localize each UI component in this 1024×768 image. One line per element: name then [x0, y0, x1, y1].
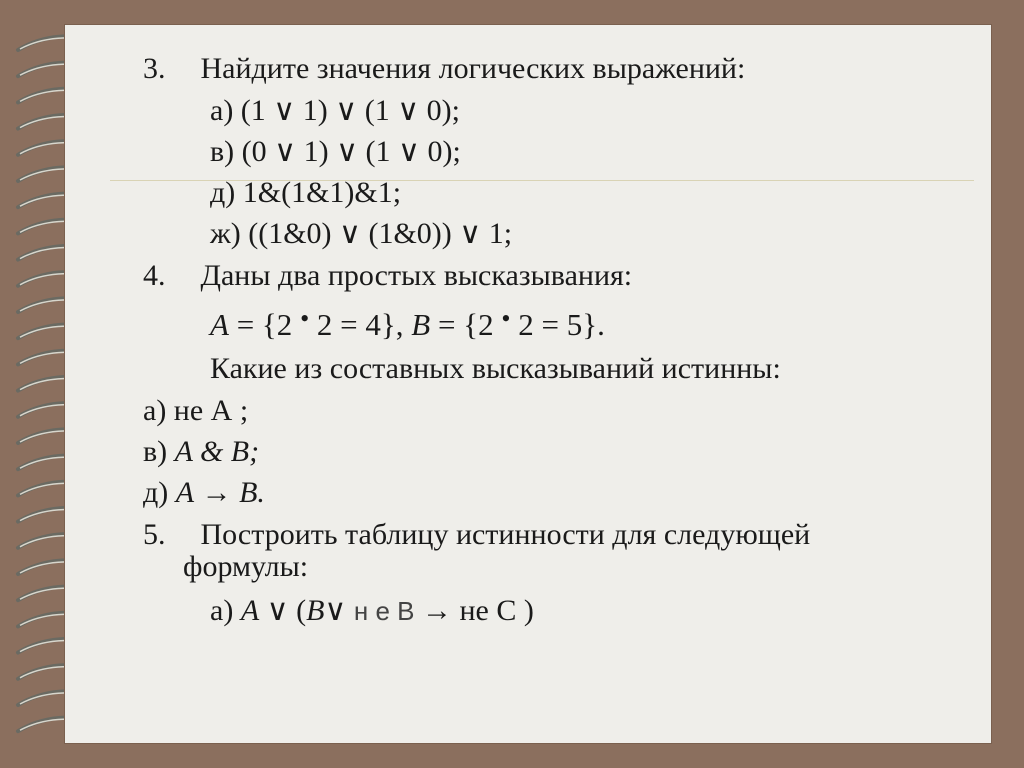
formula-or-2: ∨ — [324, 594, 354, 627]
item-3-number: 3. — [143, 52, 166, 85]
item-4-statements — [210, 304, 605, 344]
formula-arrow: → — [414, 594, 460, 627]
implies-arrow: → — [194, 476, 240, 509]
item-4-question: Какие из составных высказываний истинны: — [210, 352, 781, 385]
var-b: B — [411, 307, 431, 342]
formula-rest: не С ) — [459, 594, 534, 627]
item-5-number: 5. — [143, 518, 166, 551]
option-d-var-b: B. — [239, 476, 265, 509]
item-4-option-a: а) не А ; — [143, 394, 249, 427]
item-3-heading — [143, 52, 745, 86]
item-3-v: в) (0 ∨ 1) ∨ (1 ∨ 0); — [210, 135, 461, 168]
item-4-heading — [143, 259, 632, 293]
item-4-option-v — [143, 435, 259, 469]
item-3-zh: ж) ((1&0) ∨ (1&0)) ∨ 1; — [210, 217, 513, 250]
formula-var-a: A — [240, 594, 260, 627]
item-5-heading — [143, 518, 810, 552]
option-v-prefix: в) — [143, 435, 175, 468]
formula-var-b: B — [306, 594, 325, 627]
stmt-a-part1: = {2 — [228, 307, 301, 342]
item-4-option-d — [143, 476, 265, 510]
item-3-d: д) 1&(1&1)&1; — [210, 176, 402, 209]
item-5-title-line2: формулы: — [183, 550, 309, 583]
stmt-b-part1: = {2 — [430, 307, 502, 342]
option-d-var-a: A — [175, 476, 195, 509]
formula-prefix: а) — [210, 594, 241, 627]
item-3-a: а) (1 ∨ 1) ∨ (1 ∨ 0); — [210, 94, 460, 127]
stmt-b-part2: 2 = 5}. — [510, 307, 605, 342]
formula-or: ∨ ( — [259, 594, 307, 627]
item-4-number: 4. — [143, 259, 166, 292]
option-d-prefix: д) — [143, 476, 176, 509]
stmt-a-part2: 2 = 4}, — [309, 307, 412, 342]
multiply-dot-b: • — [501, 304, 511, 333]
item-5-formula — [210, 594, 534, 628]
multiply-dot: • — [300, 304, 310, 333]
var-a: A — [210, 307, 229, 342]
option-v-expression: A & B; — [174, 435, 260, 468]
item-5-title-line1: Построить таблицу истинности для следующей — [200, 518, 811, 551]
item-3-title: Найдите значения логических выражений: — [200, 52, 746, 85]
formula-not-b: н е В — [353, 596, 415, 626]
item-4-title: Даны два простых высказывания: — [200, 259, 633, 292]
